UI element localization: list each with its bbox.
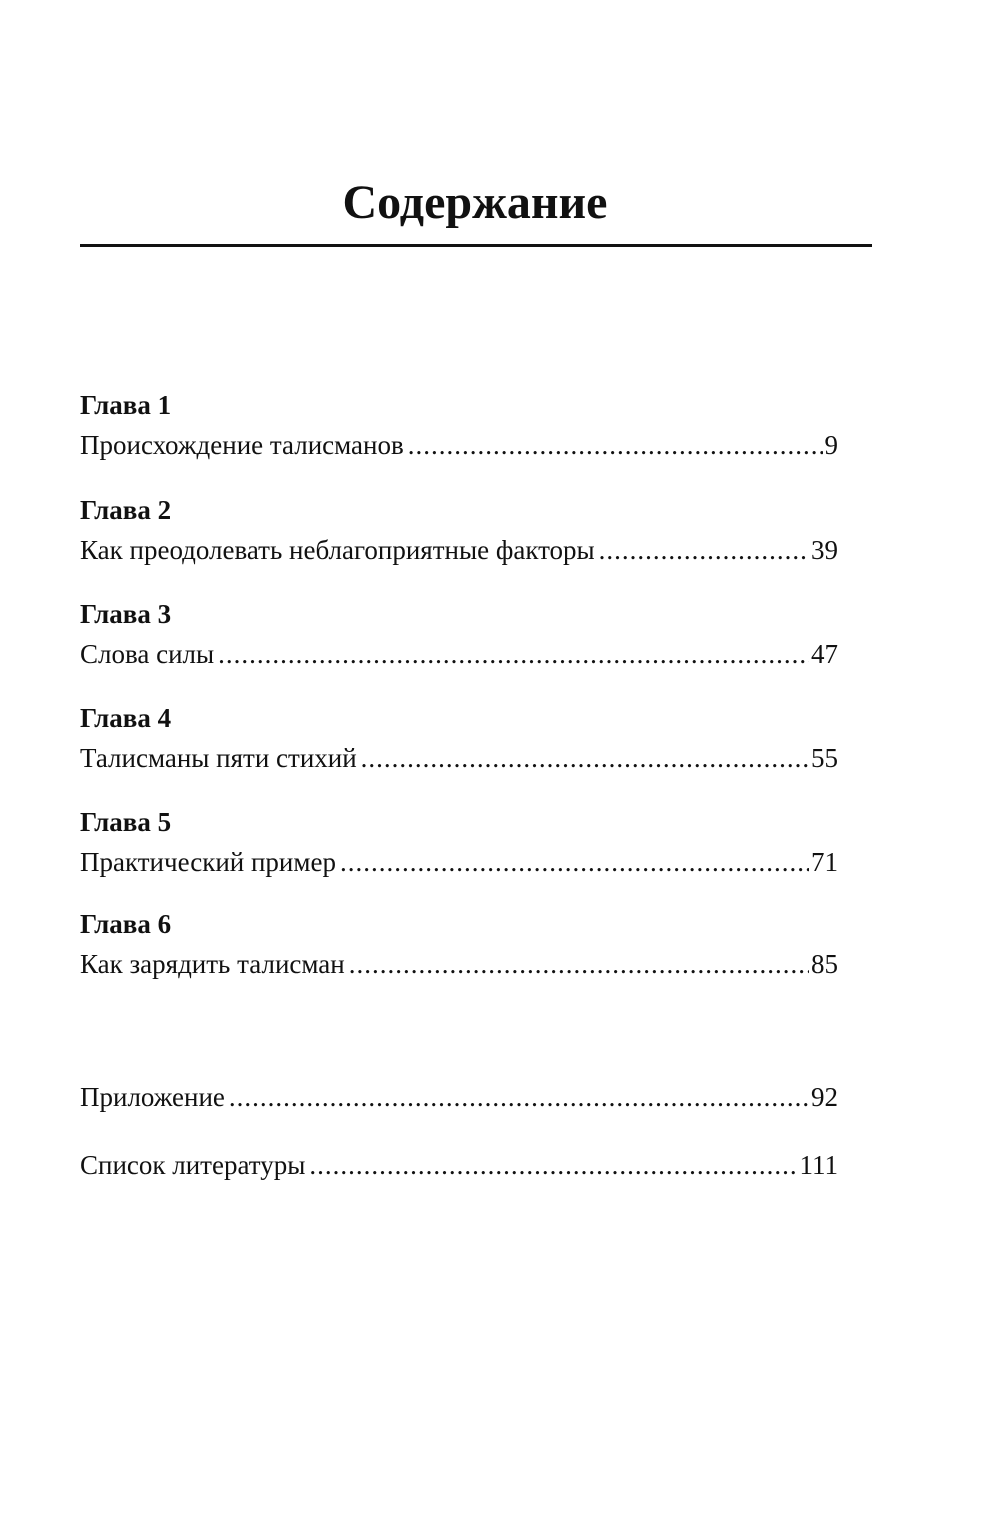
toc-page-number: 71 (811, 847, 838, 877)
toc-page-number: 111 (799, 1150, 838, 1180)
toc-page-number: 9 (824, 430, 838, 460)
toc-entry-appendix[interactable] (80, 1080, 838, 1114)
toc-entry[interactable] (80, 533, 838, 567)
title-divider (80, 244, 872, 247)
chapter-heading: Глава 2 (80, 495, 172, 525)
toc-entry-title: Список литературы (80, 1150, 306, 1180)
chapter-heading: Глава 4 (80, 703, 172, 733)
toc-page-number: 92 (811, 1082, 838, 1112)
toc-entry-title: Как зарядить талисман (80, 949, 345, 979)
dot-leader (361, 741, 809, 775)
toc-entry[interactable] (80, 947, 838, 981)
dot-leader (309, 1148, 797, 1182)
chapter-heading: Глава 3 (80, 599, 172, 629)
toc-page-number: 55 (811, 743, 838, 773)
toc-entry-title: Талисманы пяти стихий (80, 743, 357, 773)
dot-leader (229, 1080, 809, 1114)
chapter-heading: Глава 5 (80, 807, 172, 837)
dot-leader (599, 533, 809, 567)
toc-entry-title: Приложение (80, 1082, 225, 1112)
dot-leader (408, 428, 823, 462)
toc-entry[interactable] (80, 845, 838, 879)
toc-entry-title: Практический пример (80, 847, 336, 877)
toc-entry-title: Происхождение талисманов (80, 430, 404, 460)
dot-leader (218, 637, 809, 671)
toc-entry[interactable] (80, 428, 838, 462)
chapter-heading: Глава 6 (80, 909, 172, 939)
page-title: Содержание (342, 176, 608, 229)
chapter-heading: Глава 1 (80, 390, 172, 420)
toc-entry[interactable] (80, 637, 838, 671)
dot-leader (349, 947, 809, 981)
toc-page-number: 85 (811, 949, 838, 979)
toc-entry[interactable] (80, 741, 838, 775)
dot-leader (340, 845, 809, 879)
toc-page-number: 39 (811, 535, 838, 565)
toc-page-number: 47 (811, 639, 838, 669)
toc-entry-bibliography[interactable] (80, 1148, 838, 1182)
toc-entry-title: Слова силы (80, 639, 215, 669)
toc-entry-title: Как преодолевать неблагоприятные факторы (80, 535, 595, 565)
